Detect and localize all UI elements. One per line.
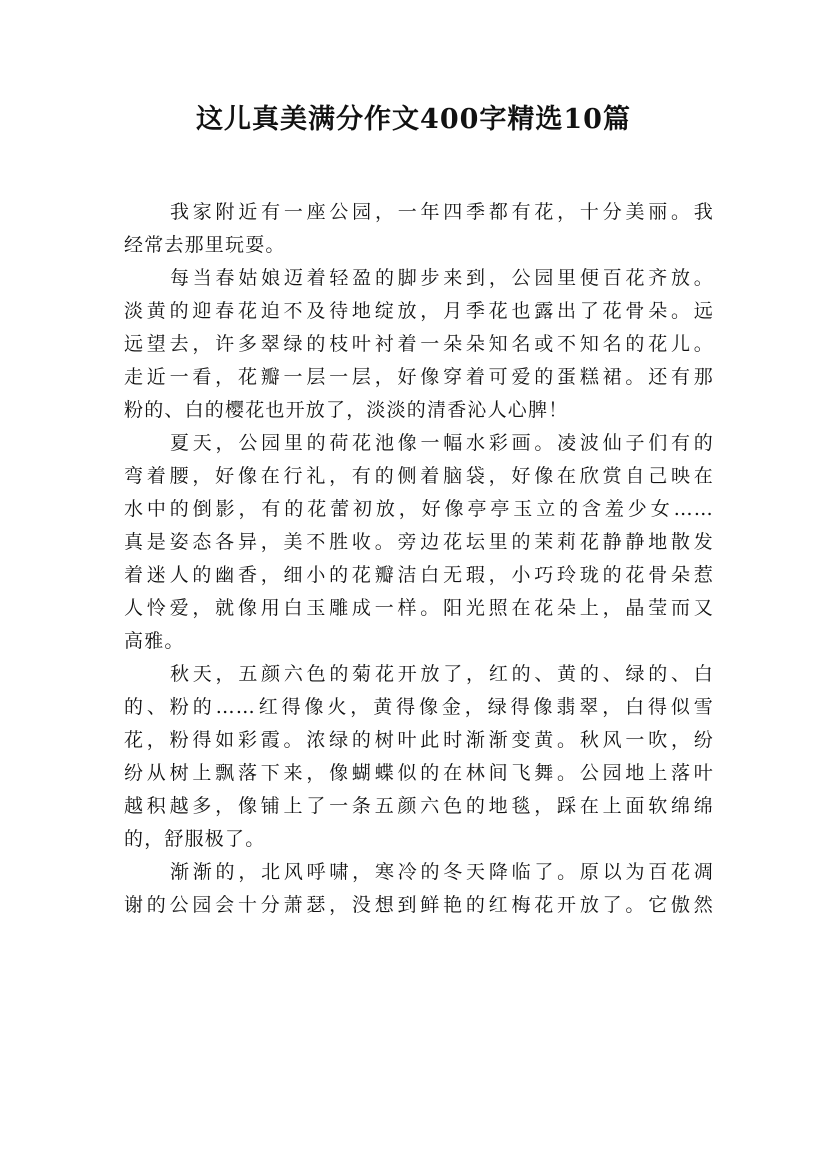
- text-line: 远望去，许多翠绿的枝叶衬着一朵朵知名或不知名的花儿。: [124, 333, 714, 355]
- text-line: 谢的公园会十分萧瑟，没想到鲜艳的红梅花开放了。它傲然: [124, 894, 714, 916]
- text-line: 我家附近有一座公园，一年四季都有花，十分美丽。我: [170, 201, 714, 223]
- text-line: 越积越多，像铺上了一条五颜六色的地毯，踩在上面软绵绵: [124, 795, 714, 817]
- text-line: 花，粉得如彩霞。浓绿的树叶此时渐渐变黄。秋风一吹，纷: [124, 729, 714, 751]
- text-line: 每当春姑娘迈着轻盈的脚步来到，公园里便百花齐放。: [170, 267, 714, 289]
- text-line: 水中的倒影，有的花蕾初放，好像亭亭玉立的含羞少女……: [124, 498, 714, 520]
- text-line: 淡黄的迎春花迫不及待地绽放，月季花也露出了花骨朵。远: [124, 300, 714, 322]
- text-line: 高雅。: [124, 630, 185, 652]
- text-line: 弯着腰，好像在行礼，有的侧着脑袋，好像在欣赏自己映在: [124, 465, 714, 487]
- document-title: 这儿真美满分作文400字精选10篇: [196, 104, 631, 135]
- text-line: 经常去那里玩耍。: [124, 234, 286, 256]
- text-line: 秋天，五颜六色的菊花开放了，红的、黄的、绿的、白: [170, 663, 714, 685]
- text-line: 粉的、白的樱花也开放了，淡淡的清香沁人心脾！: [124, 399, 569, 421]
- text-line: 真是姿态各异，美不胜收。旁边花坛里的茉莉花静静地散发: [124, 531, 714, 553]
- document-body: [124, 196, 714, 922]
- text-line: 渐渐的，北风呼啸，寒冷的冬天降临了。原以为百花凋: [170, 861, 714, 883]
- text-line: 的、粉的……红得像火，黄得像金，绿得像翡翠，白得似雪: [124, 696, 714, 718]
- text-line: 走近一看，花瓣一层一层，好像穿着可爱的蛋糕裙。还有那: [124, 366, 714, 388]
- text-line: 着迷人的幽香，细小的花瓣洁白无瑕，小巧玲珑的花骨朵惹: [124, 564, 714, 586]
- text-line: 纷从树上飘落下来，像蝴蝶似的在林间飞舞。公园地上落叶: [124, 762, 714, 784]
- text-line: 夏天，公园里的荷花池像一幅水彩画。凌波仙子们有的: [170, 432, 714, 454]
- text-line: 的，舒服极了。: [124, 828, 266, 850]
- text-line: 人怜爱，就像用白玉雕成一样。阳光照在花朵上，晶莹而又: [124, 597, 714, 619]
